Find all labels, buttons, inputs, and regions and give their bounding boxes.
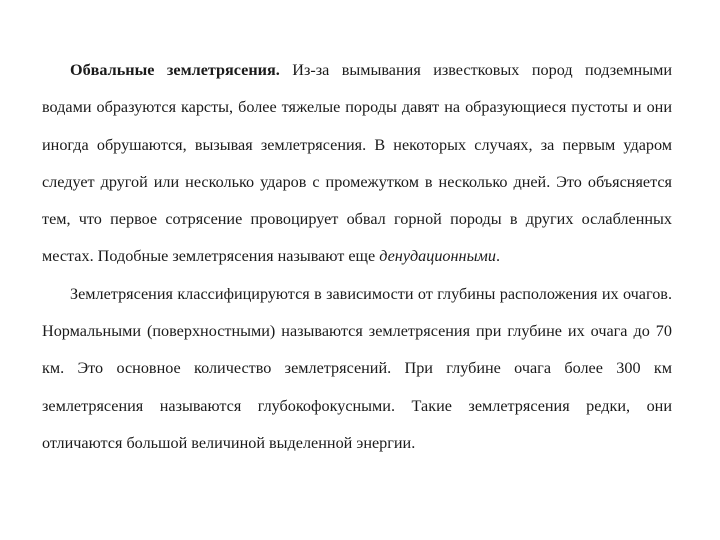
term-collapse-earthquakes: Обвальные землетрясения. xyxy=(70,61,280,79)
paragraph-earthquake-classification xyxy=(42,276,672,462)
paragraph-1-text: Из-за вымывания известковых пород подземными водами образуются карсты, более тяжелые породы давят на образующиеся пустоты и они иногда обрушаются, вызывая землетрясения. В некоторых случаях, за первым ударом следует другой или несколько ударов с промежутком в несколько дней. Это объясняется тем, что первое сотрясение провоцирует обвал горной породы в других ослабленных местах. Подобные землетрясения называют еще xyxy=(42,61,672,266)
paragraph-collapse-earthquakes xyxy=(42,52,672,276)
paragraph-2-text: Землетрясения классифицируются в зависимости от глубины расположения их очагов. Нормальными (поверхностными) называются землетрясения при глубине их очага до 70 км. Это основное количество землетрясений. При глубине очага более 300 км землетрясения называются глубокофокусными. Такие землетрясения редки, они отличаются большой величиной выделенной энергии. xyxy=(42,284,672,452)
paragraph-1-end: . xyxy=(495,247,501,266)
document-page xyxy=(42,52,672,462)
term-denudation: денудационными xyxy=(379,247,496,266)
